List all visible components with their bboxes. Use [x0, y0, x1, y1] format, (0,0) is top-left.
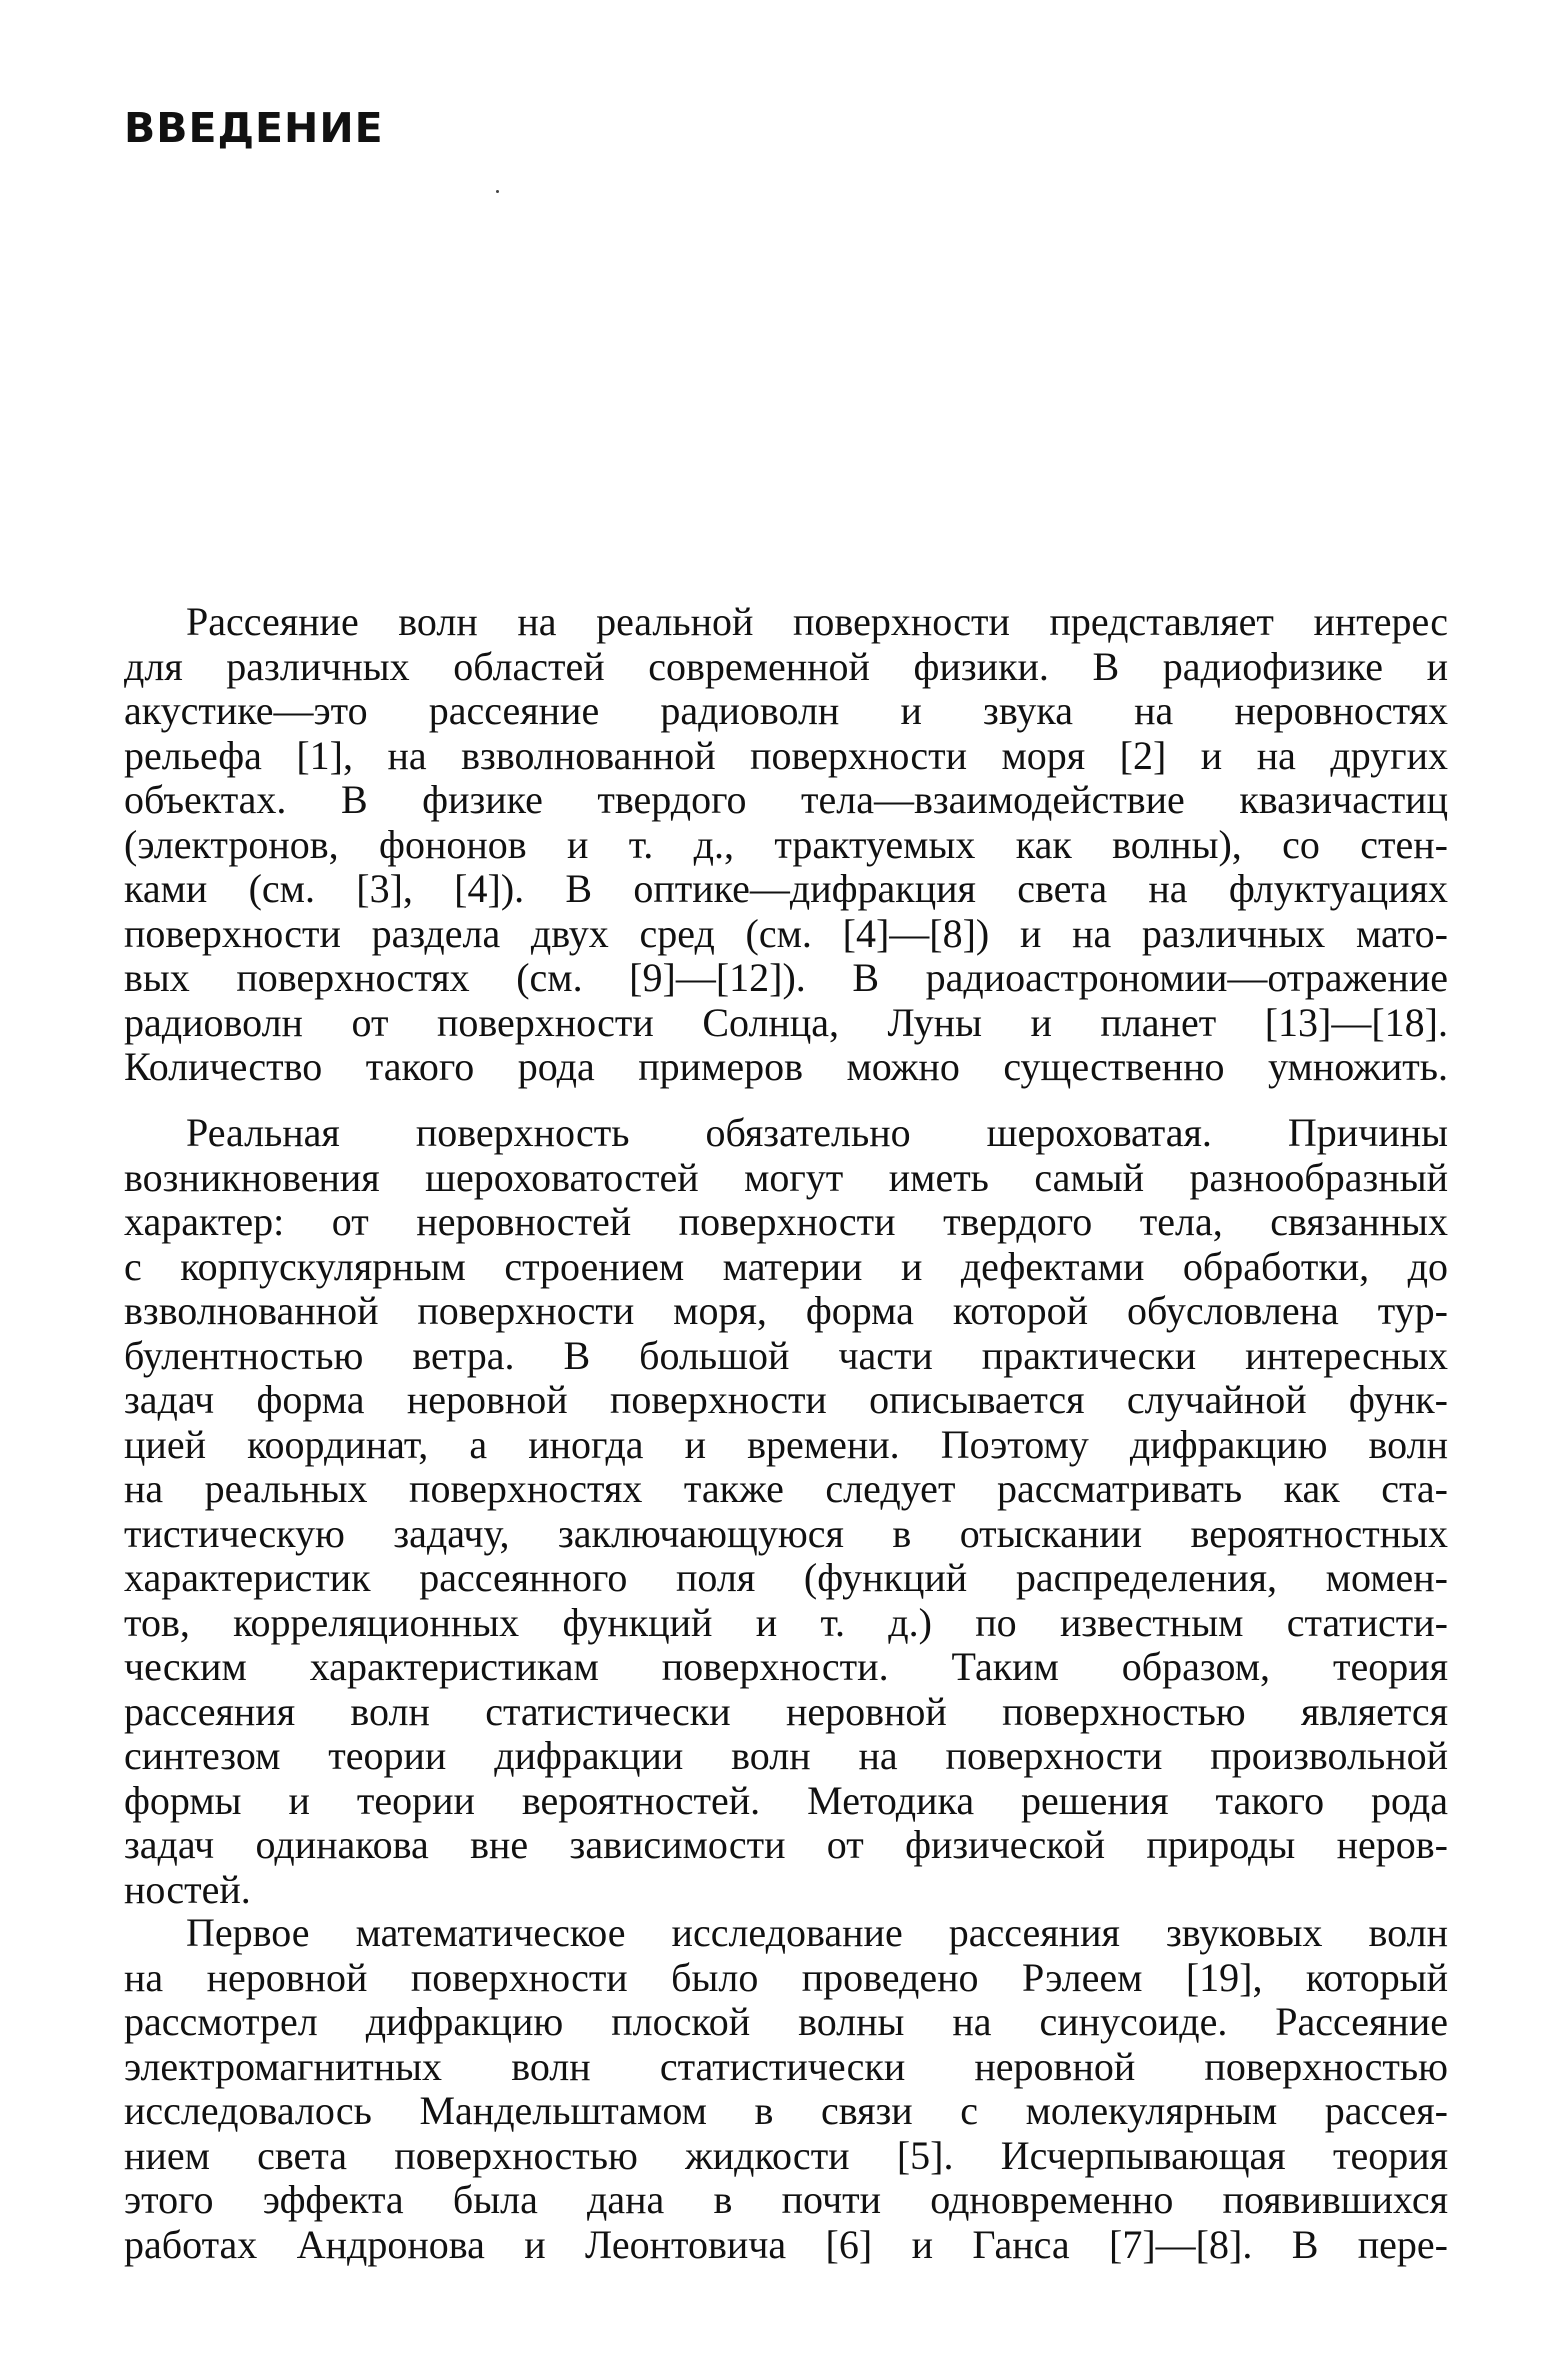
text-line: с корпускулярным строением материи и дефектами обработки, до	[124, 1243, 1448, 1289]
text-line: Реальная поверхность обязательно шероховатая. Причины	[186, 1110, 1448, 1155]
text-line: взволнованной поверхности моря, форма которой обусловлена тур-	[124, 1288, 1448, 1333]
text-line: характер: от неровностей поверхности твердого тела, связанных	[124, 1199, 1448, 1244]
text-line: исследовалось Мандельштамом в связи с молекулярным рассея-	[124, 2088, 1448, 2133]
text-line: задач одинакова вне зависимости от физической природы неров-	[124, 1822, 1448, 1867]
text-line: Количество такого рода примеров можно существенно умножить.	[124, 1044, 1448, 1089]
text-line: формы и теории вероятностей. Методика решения такого рода	[124, 1777, 1448, 1823]
text-line: (электронов, фононов и т. д., трактуемых как волны), со стен-	[124, 821, 1448, 867]
text-line: Первое математическое исследование рассеяния звуковых волн	[186, 1910, 1448, 1955]
chapter-heading: ВВЕДЕНИЕ	[124, 104, 384, 152]
paragraph-3	[124, 1911, 1448, 2267]
text-line: булентностью ветра. В большой части практически интересных	[124, 1332, 1448, 1378]
text-line: объектах. В физике твердого тела—взаимодействие квазичастиц	[124, 777, 1448, 822]
text-line: акустике—это рассеяние радиоволн и звука на неровностях	[124, 688, 1448, 733]
text-line: синтезом теории дифракции волн на поверхности произвольной	[124, 1733, 1448, 1778]
text-line: нием света поверхностью жидкости [5]. Исчерпывающая теория	[124, 2132, 1448, 2178]
text-line: Рассеяние волн на реальной поверхности представляет интерес	[186, 599, 1448, 644]
text-line: характеристик рассеянного поля (функций распределения, момен-	[124, 1555, 1448, 1600]
text-line: вых поверхностях (см. [9]—[12]). В радиоастрономии—отражение	[124, 955, 1448, 1000]
text-line: тистическую задачу, заключающуюся в отыскании вероятностных	[124, 1510, 1448, 1556]
text-line: ческим характеристикам поверхности. Таким образом, теория	[124, 1644, 1448, 1689]
text-line: на неровной поверхности было проведено Рэлеем [19], который	[124, 1954, 1448, 2000]
text-line: тов, корреляционных функций и т. д.) по известным статисти-	[124, 1599, 1448, 1645]
text-line: работах Андронова и Леонтовича [6] и Ганса [7]—[8]. В пере-	[124, 2221, 1448, 2267]
text-line: возникновения шероховатостей могут иметь самый разнообразный	[124, 1154, 1448, 1200]
text-line: ностей.	[124, 1866, 251, 1912]
text-line: поверхности раздела двух сред (см. [4]—[8]) и на различных мато-	[124, 910, 1448, 956]
paragraph-2	[124, 1111, 1448, 1912]
text-line: рассмотрел дифракцию плоской волны на синусоиде. Рассеяние	[124, 1999, 1448, 2044]
text-line: на реальных поверхностях также следует рассматривать как ста-	[124, 1466, 1448, 1511]
text-line: рассеяния волн статистически неровной поверхностью является	[124, 1688, 1448, 1734]
text-line: для различных областей современной физики. В радиофизике и	[124, 643, 1448, 689]
print-speck	[496, 190, 499, 193]
text-line: рельефа [1], на взволнованной поверхности моря [2] и на других	[124, 732, 1448, 778]
paragraph-1	[124, 600, 1448, 1090]
text-line: ками (см. [3], [4]). В оптике—дифракция света на флуктуациях	[124, 866, 1448, 911]
text-line: электромагнитных волн статистически неровной поверхностью	[124, 2043, 1448, 2089]
text-line: этого эффекта была дана в почти одновременно появившихся	[124, 2177, 1448, 2222]
text-line: задач форма неровной поверхности описывается случайной функ-	[124, 1377, 1448, 1422]
text-line: цией координат, а иногда и времени. Поэтому дифракцию волн	[124, 1421, 1448, 1467]
text-line: радиоволн от поверхности Солнца, Луны и планет [13]—[18].	[124, 999, 1448, 1045]
